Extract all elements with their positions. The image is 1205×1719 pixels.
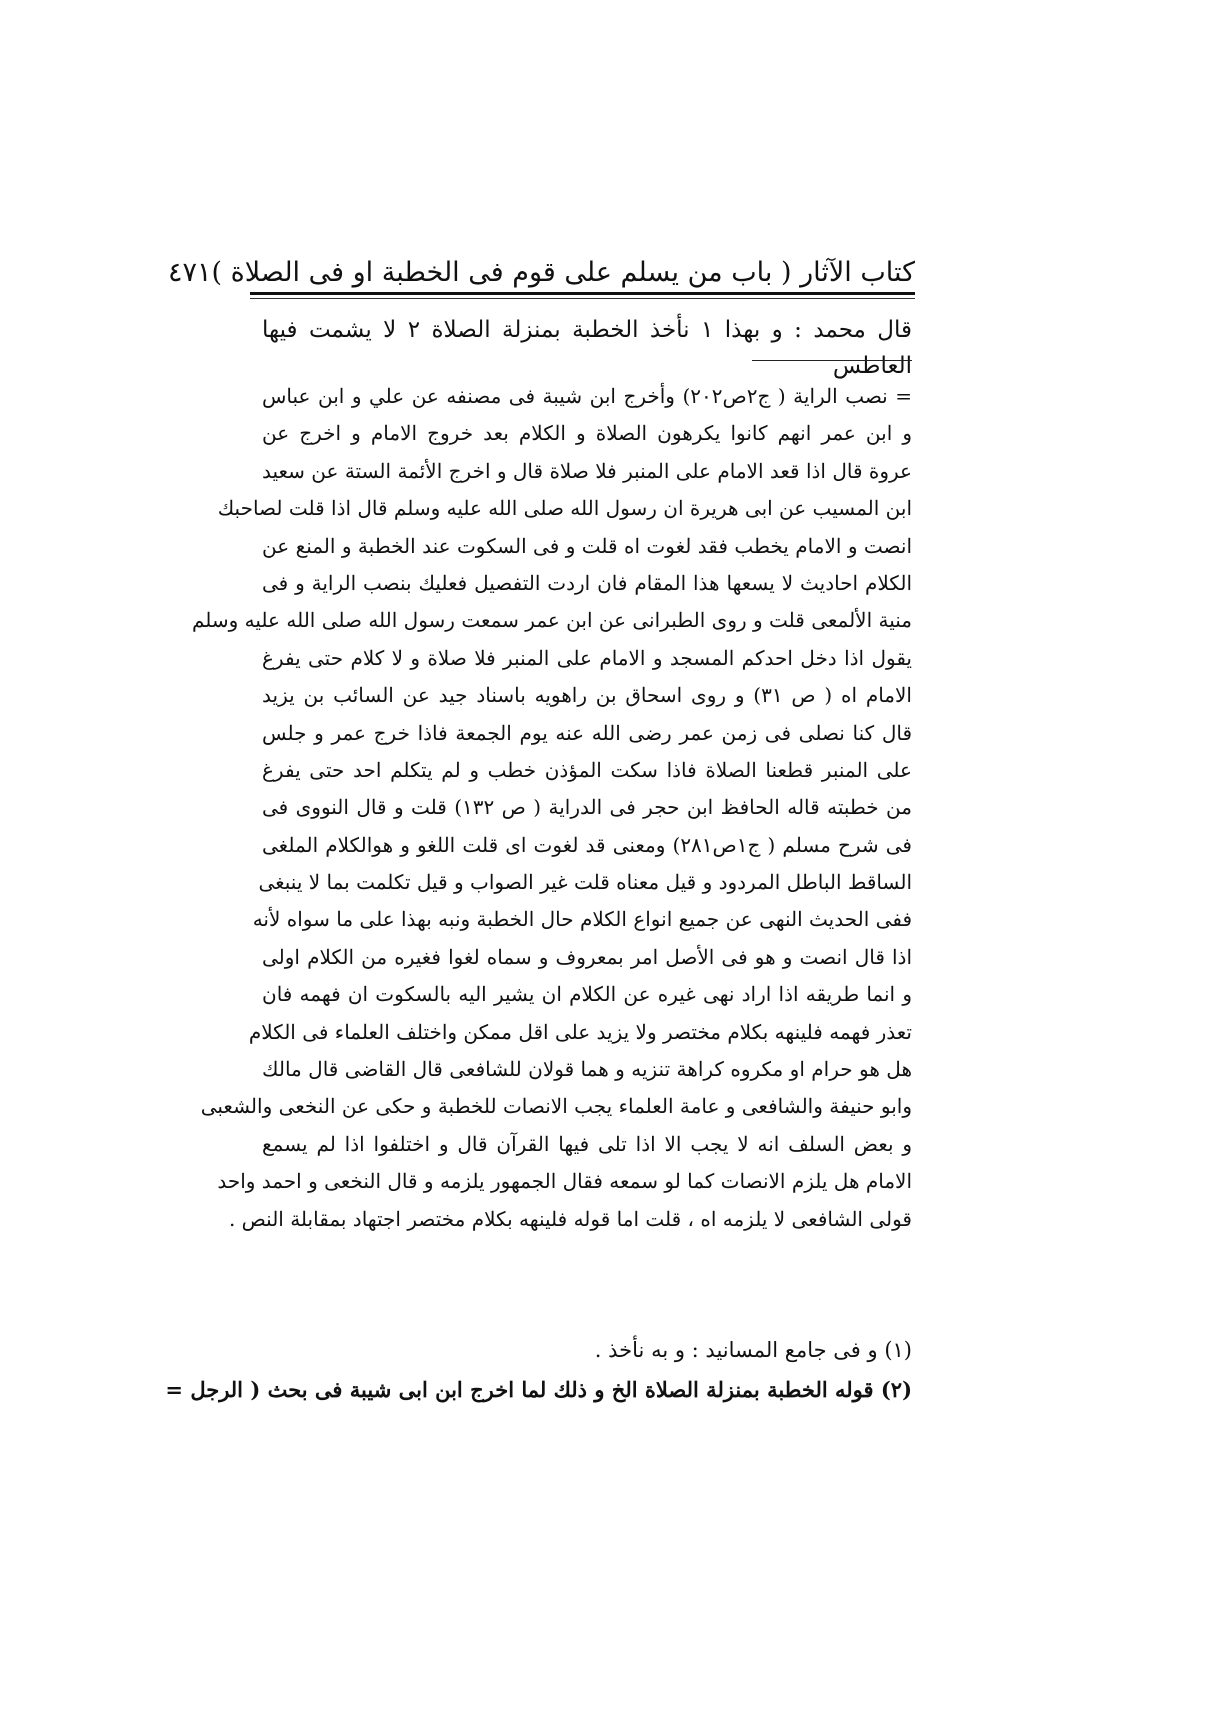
header-title: كتاب الآثار ( باب من يسلم على قوم فى الخطبة او فى الصلاة ) — [211, 257, 915, 288]
running-header — [168, 238, 915, 288]
commentary-line: الكلام احاديث لا يسعها هذا المقام فان اردت التفصيل فعليك بنصب الراية و فى — [262, 570, 912, 595]
commentary-line: منية الألمعى قلت و روى الطبرانى عن ابن عمر سمعت رسول الله صلى الله عليه وسلم — [191, 608, 912, 633]
header-rule — [250, 292, 915, 295]
main-text-rule — [752, 360, 912, 361]
commentary-line: اذا قال انصت و هو فى الأصل امر بمعروف و سماه لغوا فغيره من الكلام اولى — [262, 944, 912, 969]
commentary-line: و انما طريقه اذا اراد نهى غيره عن الكلام ان يشير اليه بالسكوت ان فهمه فان — [262, 982, 912, 1007]
commentary-line: الساقط الباطل المردود و قيل معناه قلت غير الصواب و قيل تكلمت بما لا ينبغى — [258, 870, 912, 895]
footnote-1: (١) و فى جامع المسانيد : و به نأخذ . — [594, 1338, 912, 1362]
commentary-line: = نصب الراية ( ج٢ص٢٠٢) وأخرج ابن شيبة فى مصنفه عن علي و ابن عباس — [262, 384, 913, 408]
commentary-line: ابن المسيب عن ابى هريرة ان رسول الله صلى الله عليه وسلم قال اذا قلت لصاحبك — [217, 496, 912, 521]
commentary-line: انصت و الامام يخطب فقد لغوت اه قلت و فى السكوت عند الخطبة و المنع عن — [262, 533, 912, 558]
commentary — [191, 378, 913, 1238]
commentary-line: هل هو حرام او مكروه كراهة تنزيه و هما قولان للشافعى قال القاضى قال مالك — [262, 1057, 912, 1082]
commentary-line: و ابن عمر انهم كانوا يكرهون الصلاة و الكلام بعد خروج الامام و اخرج عن — [262, 421, 912, 446]
footnotes — [165, 1330, 912, 1410]
commentary-line: عروة قال اذا قعد الامام على المنبر فلا صلاة قال و اخرج الأئمة الستة عن سعيد — [262, 458, 912, 483]
commentary-line: قولى الشافعى لا يلزمه اه ، قلت اما قوله فلينهه بكلام مختصر اجتهاد بمقابلة النص . — [228, 1206, 912, 1231]
commentary-line: وابو حنيفة والشافعى و عامة العلماء يجب الانصات للخطبة و حكى عن النخعى والشعبى — [200, 1094, 912, 1119]
header-rule-thin — [250, 298, 915, 299]
commentary-line: الامام هل يلزم الانصات كما لو سمعه فقال الجمهور يلزمه و قال النخعى و احمد واحد — [217, 1169, 912, 1194]
main-text: قال محمد : و بهذا ١ نأخذ الخطبة بمنزلة الصلاة ٢ لا يشمت فيها العاطس — [262, 317, 912, 379]
footnote-2: (٢) قوله الخطبة بمنزلة الصلاة الخ و ذلك لما اخرج ابن ابى شيبة فى بحث ( الرجل = — [165, 1377, 912, 1402]
commentary-line: قال كنا نصلى فى زمن عمر رضى الله عنه يوم الجمعة فاذا خرج عمر و جلس — [262, 720, 912, 745]
commentary-line: على المنبر قطعنا الصلاة فاذا سكت المؤذن خطب و لم يتكلم احد حتى يفرغ — [262, 757, 912, 782]
commentary-line: ففى الحديث النهى عن جميع انواع الكلام حال الخطبة ونبه بهذا على ما سواه لأنه — [252, 907, 912, 932]
commentary-line: من خطبته قاله الحافظ ابن حجر فى الدراية ( ص ١٣٢) قلت و قال النووى فى — [262, 795, 912, 820]
page-number: ٤٧١ — [168, 257, 212, 288]
commentary-line: و بعض السلف انه لا يجب الا اذا تلى فيها القرآن قال و اختلفوا اذا لم يسمع — [262, 1131, 912, 1156]
commentary-line: فى شرح مسلم ( ج١ص٢٨١) ومعنى قد لغوت اى قلت اللغو و هوالكلام الملغى — [262, 832, 912, 857]
commentary-line: تعذر فهمه فلينهه بكلام مختصر ولا يزيد على اقل ممكن واختلف العلماء فى الكلام — [248, 1019, 912, 1044]
commentary-line: الامام اه ( ص ٣١) و روى اسحاق بن راهويه باسناد جيد عن السائب بن يزيد — [262, 683, 912, 708]
commentary-line: يقول اذا دخل احدكم المسجد و الامام على المنبر فلا صلاة و لا كلام حتى يفرغ — [262, 645, 912, 670]
